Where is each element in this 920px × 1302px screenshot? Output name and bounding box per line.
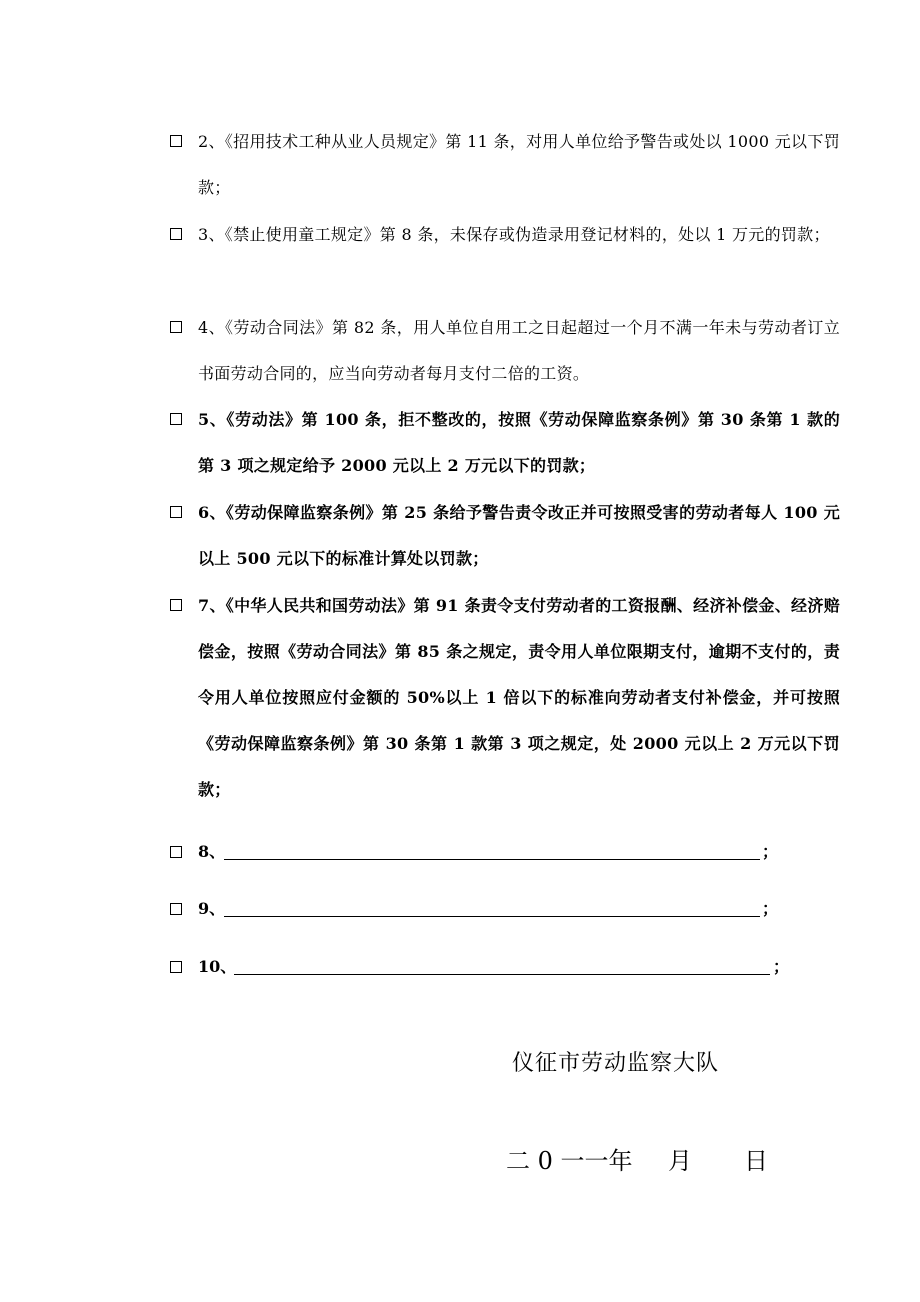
checklist-item-7 (170, 583, 840, 813)
checklist-item-2 (170, 119, 840, 211)
fill-in-line[interactable] (234, 974, 770, 975)
fill-in-line[interactable] (224, 859, 760, 860)
checkbox[interactable] (170, 903, 182, 915)
date-day: 日 (744, 1147, 768, 1175)
issuing-organization: 仪征市劳动监察大队 (512, 1051, 720, 1076)
item-end-punctuation: ； (773, 957, 790, 976)
checklist-item-3 (170, 212, 840, 258)
checklist-item-6 (170, 490, 840, 582)
checkbox[interactable] (170, 228, 182, 240)
item-end-punctuation: ； (762, 842, 779, 861)
checkbox[interactable] (170, 846, 182, 858)
item-number: 8、 (198, 842, 226, 861)
checkbox[interactable] (170, 961, 182, 973)
date-year: 二 0 一一年 (506, 1147, 633, 1175)
item-number: 10、 (198, 957, 237, 976)
checkbox[interactable] (170, 599, 182, 611)
date-month: 月 (668, 1147, 692, 1175)
checklist-item-5 (170, 397, 840, 489)
item-text: 3、《禁止使用童工规定》第 8 条，未保存或伪造录用登记材料的，处以 1 万元的罚款； (198, 225, 830, 244)
item-number: 9、 (198, 899, 226, 918)
checkbox[interactable] (170, 321, 182, 333)
fill-in-line[interactable] (224, 916, 760, 917)
item-text: 2、《招用技术工种从业人员规定》第 11 条，对用人单位给予警告或处以 1000 元以下罚款； (198, 132, 840, 197)
checkbox[interactable] (170, 506, 182, 518)
checkbox[interactable] (170, 135, 182, 147)
checklist-item-4 (170, 305, 840, 397)
item-text: 6、《劳动保障监察条例》第 25 条给予警告责令改正并可按照受害的劳动者每人 100 元以上 500 元以下的标准计算处以罚款； (198, 503, 840, 568)
item-end-punctuation: ； (762, 899, 779, 918)
item-text: 4、《劳动合同法》第 82 条，用人单位自用工之日起超过一个月不满一年未与劳动者订立书面劳动合同的，应当向劳动者每月支付二倍的工资。 (198, 318, 840, 383)
item-text: 5、《劳动法》第 100 条，拒不整改的，按照《劳动保障监察条例》第 30 条第 1 款的第 3 项之规定给予 2000 元以上 2 万元以下的罚款； (198, 410, 840, 475)
checkbox[interactable] (170, 413, 182, 425)
item-text: 7、《中华人民共和国劳动法》第 91 条责令支付劳动者的工资报酬、经济补偿金、经济赔偿金，按照《劳动合同法》第 85 条之规定，责令用人单位限期支付，逾期不支付的，责令用人单位按照应付金额的 50%以上 1 倍以下的标准向劳动者支付补偿金，并可按照《劳动保障监察条例》第 30 条第 1 款第 3 项之规定，处 2000 元以上 2 万元以下罚款； (198, 596, 840, 799)
